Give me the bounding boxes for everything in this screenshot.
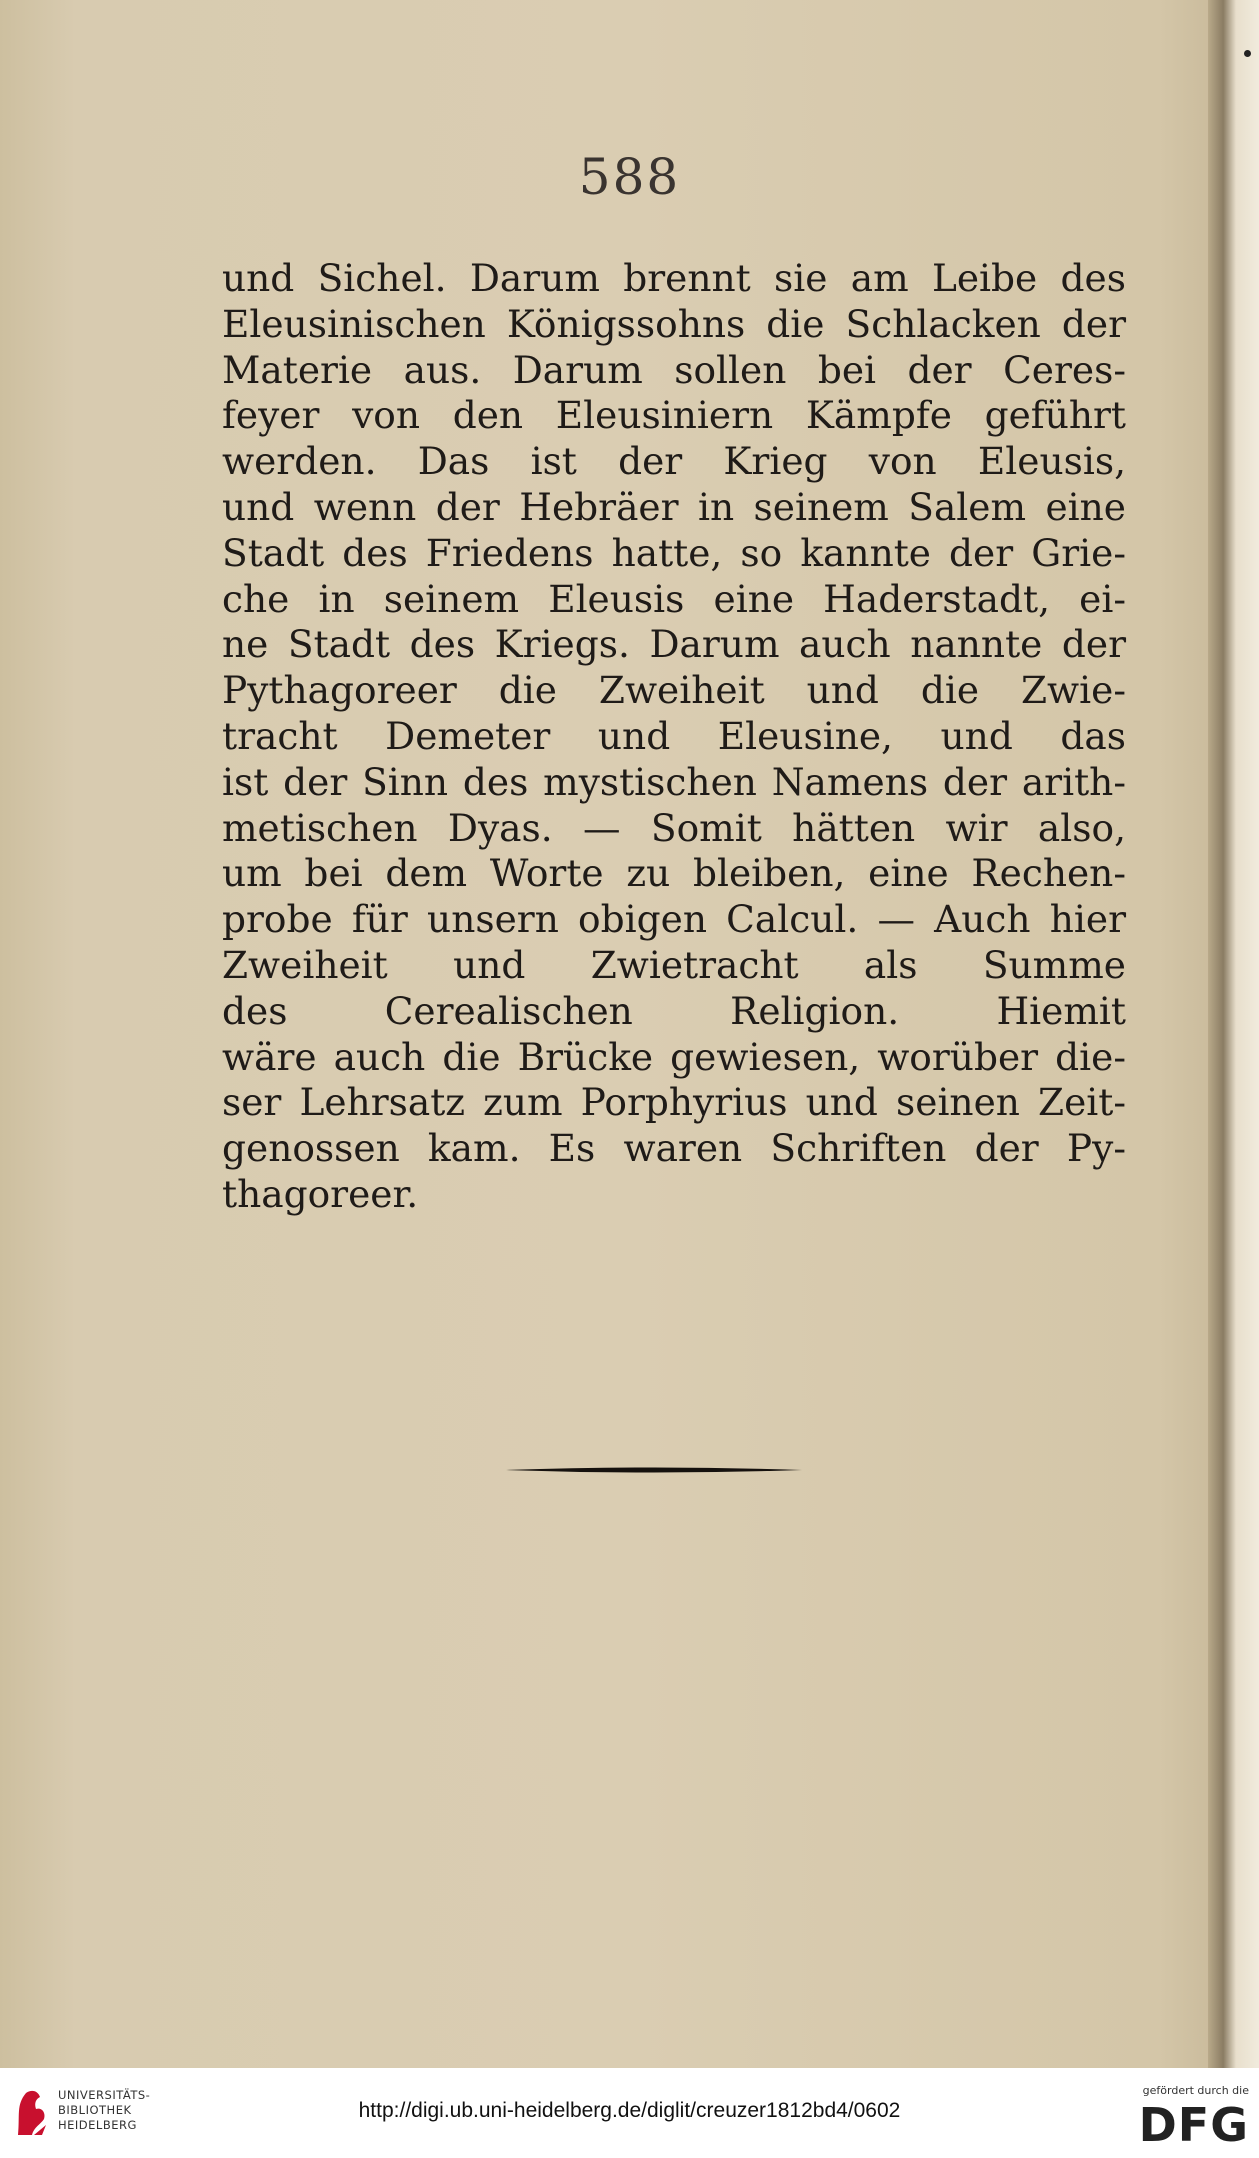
book-gutter (1208, 0, 1259, 2068)
text-line: ist der Sinn des mystischen Namens der arith- (222, 759, 1126, 804)
text-line: probe für unsern obigen Calcul. — Auch hier (222, 897, 1126, 942)
permalink-url[interactable]: http://digi.ub.uni-heidelberg.de/diglit/creuzer1812bd4/0602 (358, 2099, 901, 2122)
text-line: feyer von den Eleusiniern Kämpfe geführt (222, 393, 1126, 438)
logo-line: BIBLIOTHEK (58, 2103, 132, 2117)
text-line: werden. Das ist der Krieg von Eleusis, (222, 439, 1126, 484)
funded-by-label: gefördert durch die (1142, 2084, 1249, 2097)
text-line: Zweiheit und Zwietracht als Summe (222, 942, 1126, 987)
body-text (222, 256, 1126, 1218)
text-line: metischen Dyas. — Somit hätten wir also, (222, 805, 1126, 850)
text-line: wäre auch die Brücke gewiesen, worüber die- (222, 1034, 1126, 1079)
text-line: thagoreer. (222, 1171, 419, 1216)
text-line: genossen kam. Es waren Schriften der Py- (222, 1126, 1126, 1171)
dfg-logo: DFG (1138, 2098, 1249, 2152)
text-line: ser Lehrsatz zum Porphyrius und seinen Zeit- (222, 1080, 1126, 1125)
page-number: 588 (578, 148, 681, 206)
text-line: tracht Demeter und Eleusine, und das (222, 713, 1126, 758)
text-line: che in seinem Eleusis eine Haderstadt, ei- (222, 576, 1126, 621)
text-line: Materie aus. Darum sollen bei der Ceres- (222, 347, 1126, 392)
text-line: des Cerealischen Religion. Hiemit (222, 988, 1126, 1033)
gutter-mark (1244, 50, 1251, 57)
logo-line: HEIDELBERG (58, 2118, 137, 2132)
logo-line: UNIVERSITÄTS- (58, 2088, 151, 2102)
text-line: ne Stadt des Kriegs. Darum auch nannte der (222, 622, 1126, 667)
text-line: Eleusinischen Königssohns die Schlacken der (222, 301, 1126, 346)
end-ornament-rule (506, 1465, 802, 1475)
text-line: um bei dem Worte zu bleiben, eine Rechen- (222, 851, 1126, 896)
text-line: Stadt des Friedens hatte, so kannte der Grie- (222, 530, 1126, 575)
text-line: Pythagoreer die Zweiheit und die Zwie- (222, 668, 1126, 713)
text-line: und Sichel. Darum brennt sie am Leibe des (222, 256, 1126, 300)
text-line: und wenn der Hebräer in seinem Salem eine (222, 484, 1126, 529)
